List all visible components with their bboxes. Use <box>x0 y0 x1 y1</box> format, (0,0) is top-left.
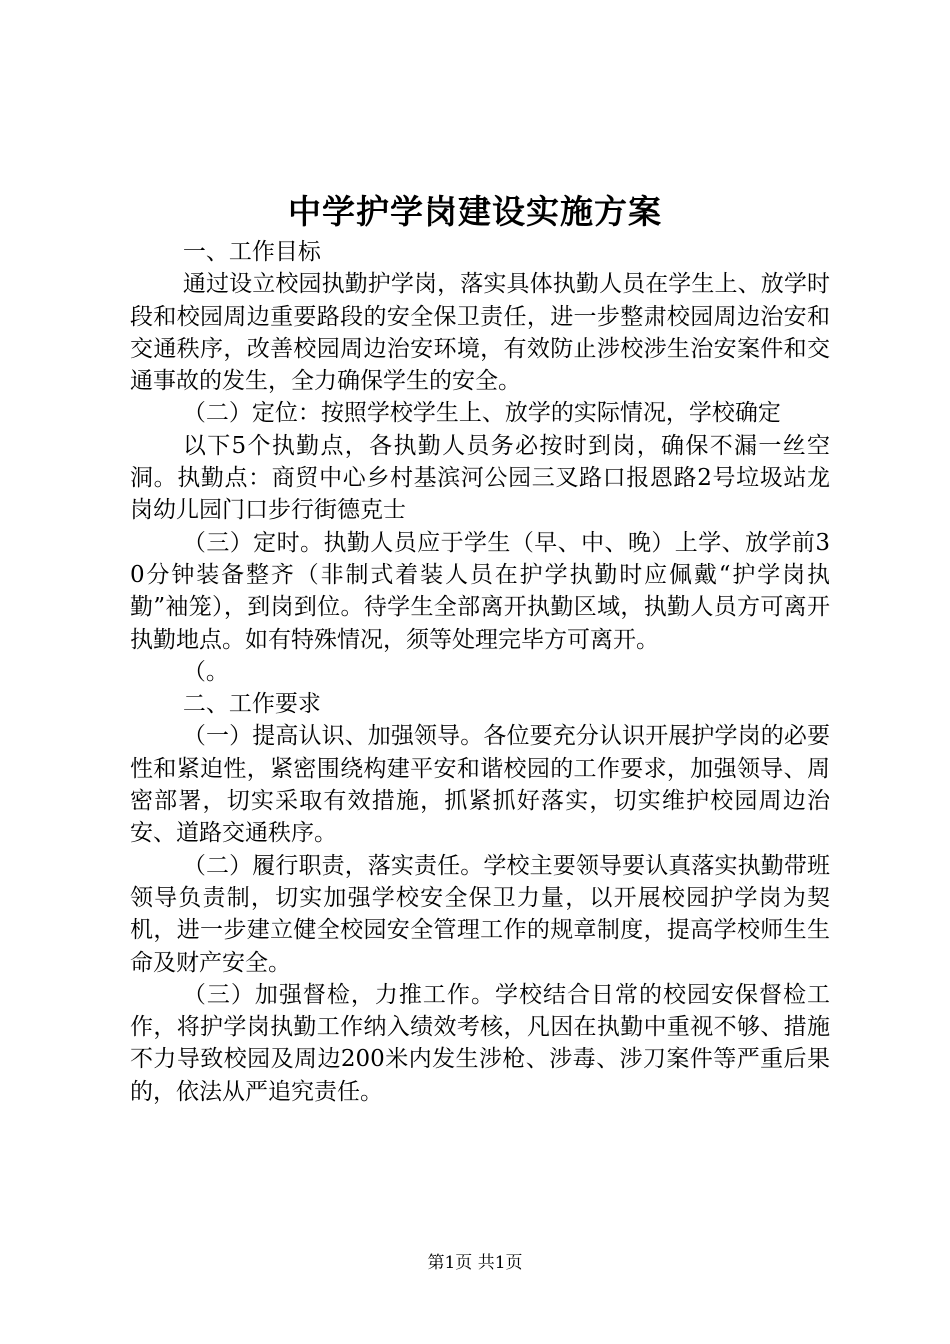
paragraph-duty-points: 以下5个执勤点，各执勤人员务必按时到岗，确保不漏一丝空洞。执勤点：商贸中心乡村基滨河公园三叉路口报恩路2号垃圾站龙岗幼儿园门口步行街德克士 <box>130 432 830 524</box>
paragraph-positioning: （二）定位：按照学校学生上、放学的实际情况，学校确定 <box>182 400 781 427</box>
paragraph-timing: （三）定时。执勤人员应于学生（早、中、晚）上学、放学前30分钟装备整齐（非制式着装人员在护学执勤时应佩戴“护学岗执勤”袖笼），到岗到位。待学生全部离开执勤区域，执勤人员方可离开执勤地点。如有特殊情况，须等处理完毕方可离开。 <box>130 529 830 653</box>
document-body <box>130 236 830 1108</box>
document-title: 中学护学岗建设实施方案 <box>288 192 662 231</box>
paragraph-fragment: （。 <box>182 658 229 685</box>
section-heading-work-requirements: 二、工作要求 <box>182 691 321 718</box>
section-heading-work-goal: 一、工作目标 <box>182 239 321 265</box>
page-footer: 第1页 共1页 <box>427 1253 523 1273</box>
paragraph-requirement-3: （三）加强督检，力推工作。学校结合日常的校园安保督检工作，将护学岗执勤工作纳入绩效考核，凡因在执勤中重视不够、措施不力导致校园及周边200米内发生涉枪、涉毒、涉刀案件等严重后果的，依法从严追究责任。 <box>130 981 830 1105</box>
paragraph-requirement-2: （二）履行职责，落实责任。学校主要领导要认真落实执勤带班领导负责制，切实加强学校安全保卫力量，以开展校园护学岗为契机，进一步建立健全校园安全管理工作的规章制度，提高学校师生生命及财产安全。 <box>130 852 830 976</box>
paragraph-goal: 通过设立校园执勤护学岗，落实具体执勤人员在学生上、放学时段和校园周边重要路段的安全保卫责任，进一步整肃校园周边治安和交通秩序，改善校园周边治安环境，有效防止涉校涉生治安案件和交通事故的发生，全力确保学生的安全。 <box>130 271 830 395</box>
paragraph-requirement-1: （一）提高认识、加强领导。各位要充分认识开展护学岗的必要性和紧迫性，紧密围绕构建平安和谐校园的工作要求，加强领导、周密部署，切实采取有效措施，抓紧抓好落实，切实维护校园周边治安、道路交通秩序。 <box>130 723 830 847</box>
